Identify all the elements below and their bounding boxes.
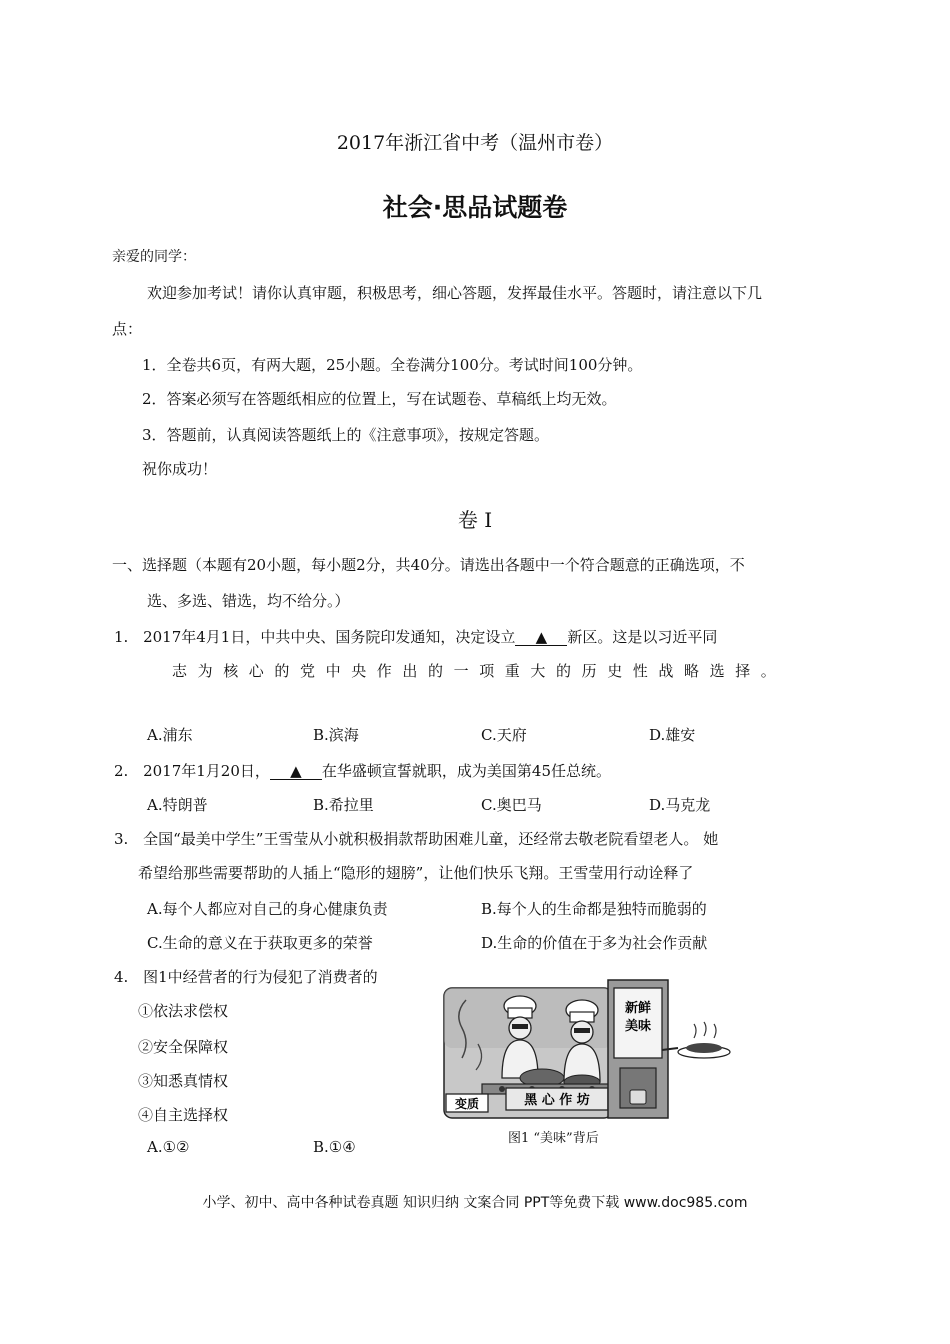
- q2-option-c: C.奥巴马: [481, 796, 542, 814]
- sign-text-2: 美味: [624, 1019, 652, 1034]
- question-text: 全国“最美中学生”王雪莹从小就积极捐款帮助困难儿童，还经常去敬老院看望老人。 她: [143, 830, 719, 848]
- q2-option-a: A.特朗普: [147, 796, 208, 814]
- question-3-line-2: 希望给那些需要帮助的人插上“隐形的翅膀”，让他们快乐飞翔。王雪莹用行动诠释了: [138, 864, 694, 882]
- question-number: 2.: [114, 762, 129, 780]
- q1-option-b: B.滨海: [313, 726, 359, 744]
- answer-blank: ▲: [270, 763, 322, 780]
- question-number: 3.: [114, 830, 129, 848]
- figure-caption: 图1 “美味”背后: [508, 1131, 599, 1146]
- question-text: 2017年4月1日，中共中央、国务院印发通知，决定设立: [143, 628, 516, 646]
- workshop-label: 黑 心 作 坊: [524, 1093, 590, 1108]
- q2-option-d: D.马克龙: [649, 796, 711, 814]
- q4-option-b: B.①④: [313, 1138, 356, 1156]
- question-1-line-2: 志为核心的党中央作出的一项重大的历史性战略选择。: [172, 662, 787, 680]
- plate-steam: [694, 1022, 716, 1038]
- greeting: 亲爱的同学：: [112, 249, 196, 265]
- q4-option-a: A.①②: [147, 1138, 190, 1156]
- question-3: [114, 828, 718, 849]
- exam-subtitle: 社会·思品试题卷: [382, 193, 568, 222]
- section-title: 卷 Ⅰ: [457, 508, 493, 532]
- welcome-line-1: 欢迎参加考试！请你认真审题，积极思考，细心答题，发挥最佳水平。答题时，请注意以下几: [147, 284, 763, 302]
- sign-text-1: 新鲜: [624, 1001, 652, 1016]
- note-3: 3．答题前，认真阅读答题纸上的《注意事项》，按规定答题。: [142, 426, 550, 444]
- question-4: [114, 966, 378, 987]
- q1-option-a: A.浦东: [147, 726, 193, 744]
- q4-item-1: ①依法求偿权: [138, 1002, 229, 1020]
- wish-text: 祝你成功！: [142, 460, 218, 478]
- question-1: [114, 626, 717, 647]
- q3-option-b: B.每个人的生命都是独特而脆弱的: [481, 900, 707, 918]
- q1-option-c: C.天府: [481, 726, 527, 744]
- section-heading-line-1: 一、选择题（本题有20小题，每小题2分，共40分。请选出各题中一个符合题意的正确选项，不: [112, 556, 745, 574]
- note-2: 2．答案必须写在答题纸相应的位置上，写在试题卷、草稿纸上均无效。: [142, 390, 617, 408]
- question-text-after: 新区。这是以习近平同: [567, 628, 718, 646]
- q2-option-b: B.希拉里: [313, 796, 374, 814]
- question-text: 2017年1月20日，: [143, 762, 270, 780]
- question-text: 图1中经营者的行为侵犯了消费者的: [143, 968, 378, 986]
- question-number: 1.: [114, 628, 129, 646]
- q4-item-3: ③知悉真情权: [138, 1072, 229, 1090]
- question-number: 4.: [114, 968, 129, 986]
- q1-option-d: D.雄安: [649, 726, 696, 744]
- question-2: [114, 760, 611, 781]
- q3-option-a: A.每个人都应对自己的身心健康负责: [147, 900, 388, 918]
- section-heading-line-2: 选、多选、错选，均不给分。）: [147, 592, 350, 610]
- page-footer: 小学、初中、高中各种试卷真题 知识归纳 文案合同 PPT等免费下载 www.doc985.com: [202, 1195, 748, 1211]
- figure-1-illustration: [442, 978, 732, 1122]
- note-1: 1．全卷共6页，有两大题，25小题。全卷满分100分。考试时间100分钟。: [142, 356, 643, 374]
- answer-blank: ▲: [515, 629, 567, 646]
- q3-option-d: D.生命的价值在于多为社会作贡献: [481, 934, 708, 952]
- question-text-after: 在华盛顿宣誓就职，成为美国第45任总统。: [321, 762, 611, 780]
- exam-title: 2017年浙江省中考（温州市卷）: [336, 132, 614, 154]
- welcome-line-2: 点：: [112, 320, 143, 338]
- spoiled-label: 变质: [454, 1097, 480, 1111]
- q4-item-4: ④自主选择权: [138, 1106, 229, 1124]
- q3-option-c: C.生命的意义在于获取更多的荣誉: [147, 934, 373, 952]
- q4-item-2: ②安全保障权: [138, 1038, 229, 1056]
